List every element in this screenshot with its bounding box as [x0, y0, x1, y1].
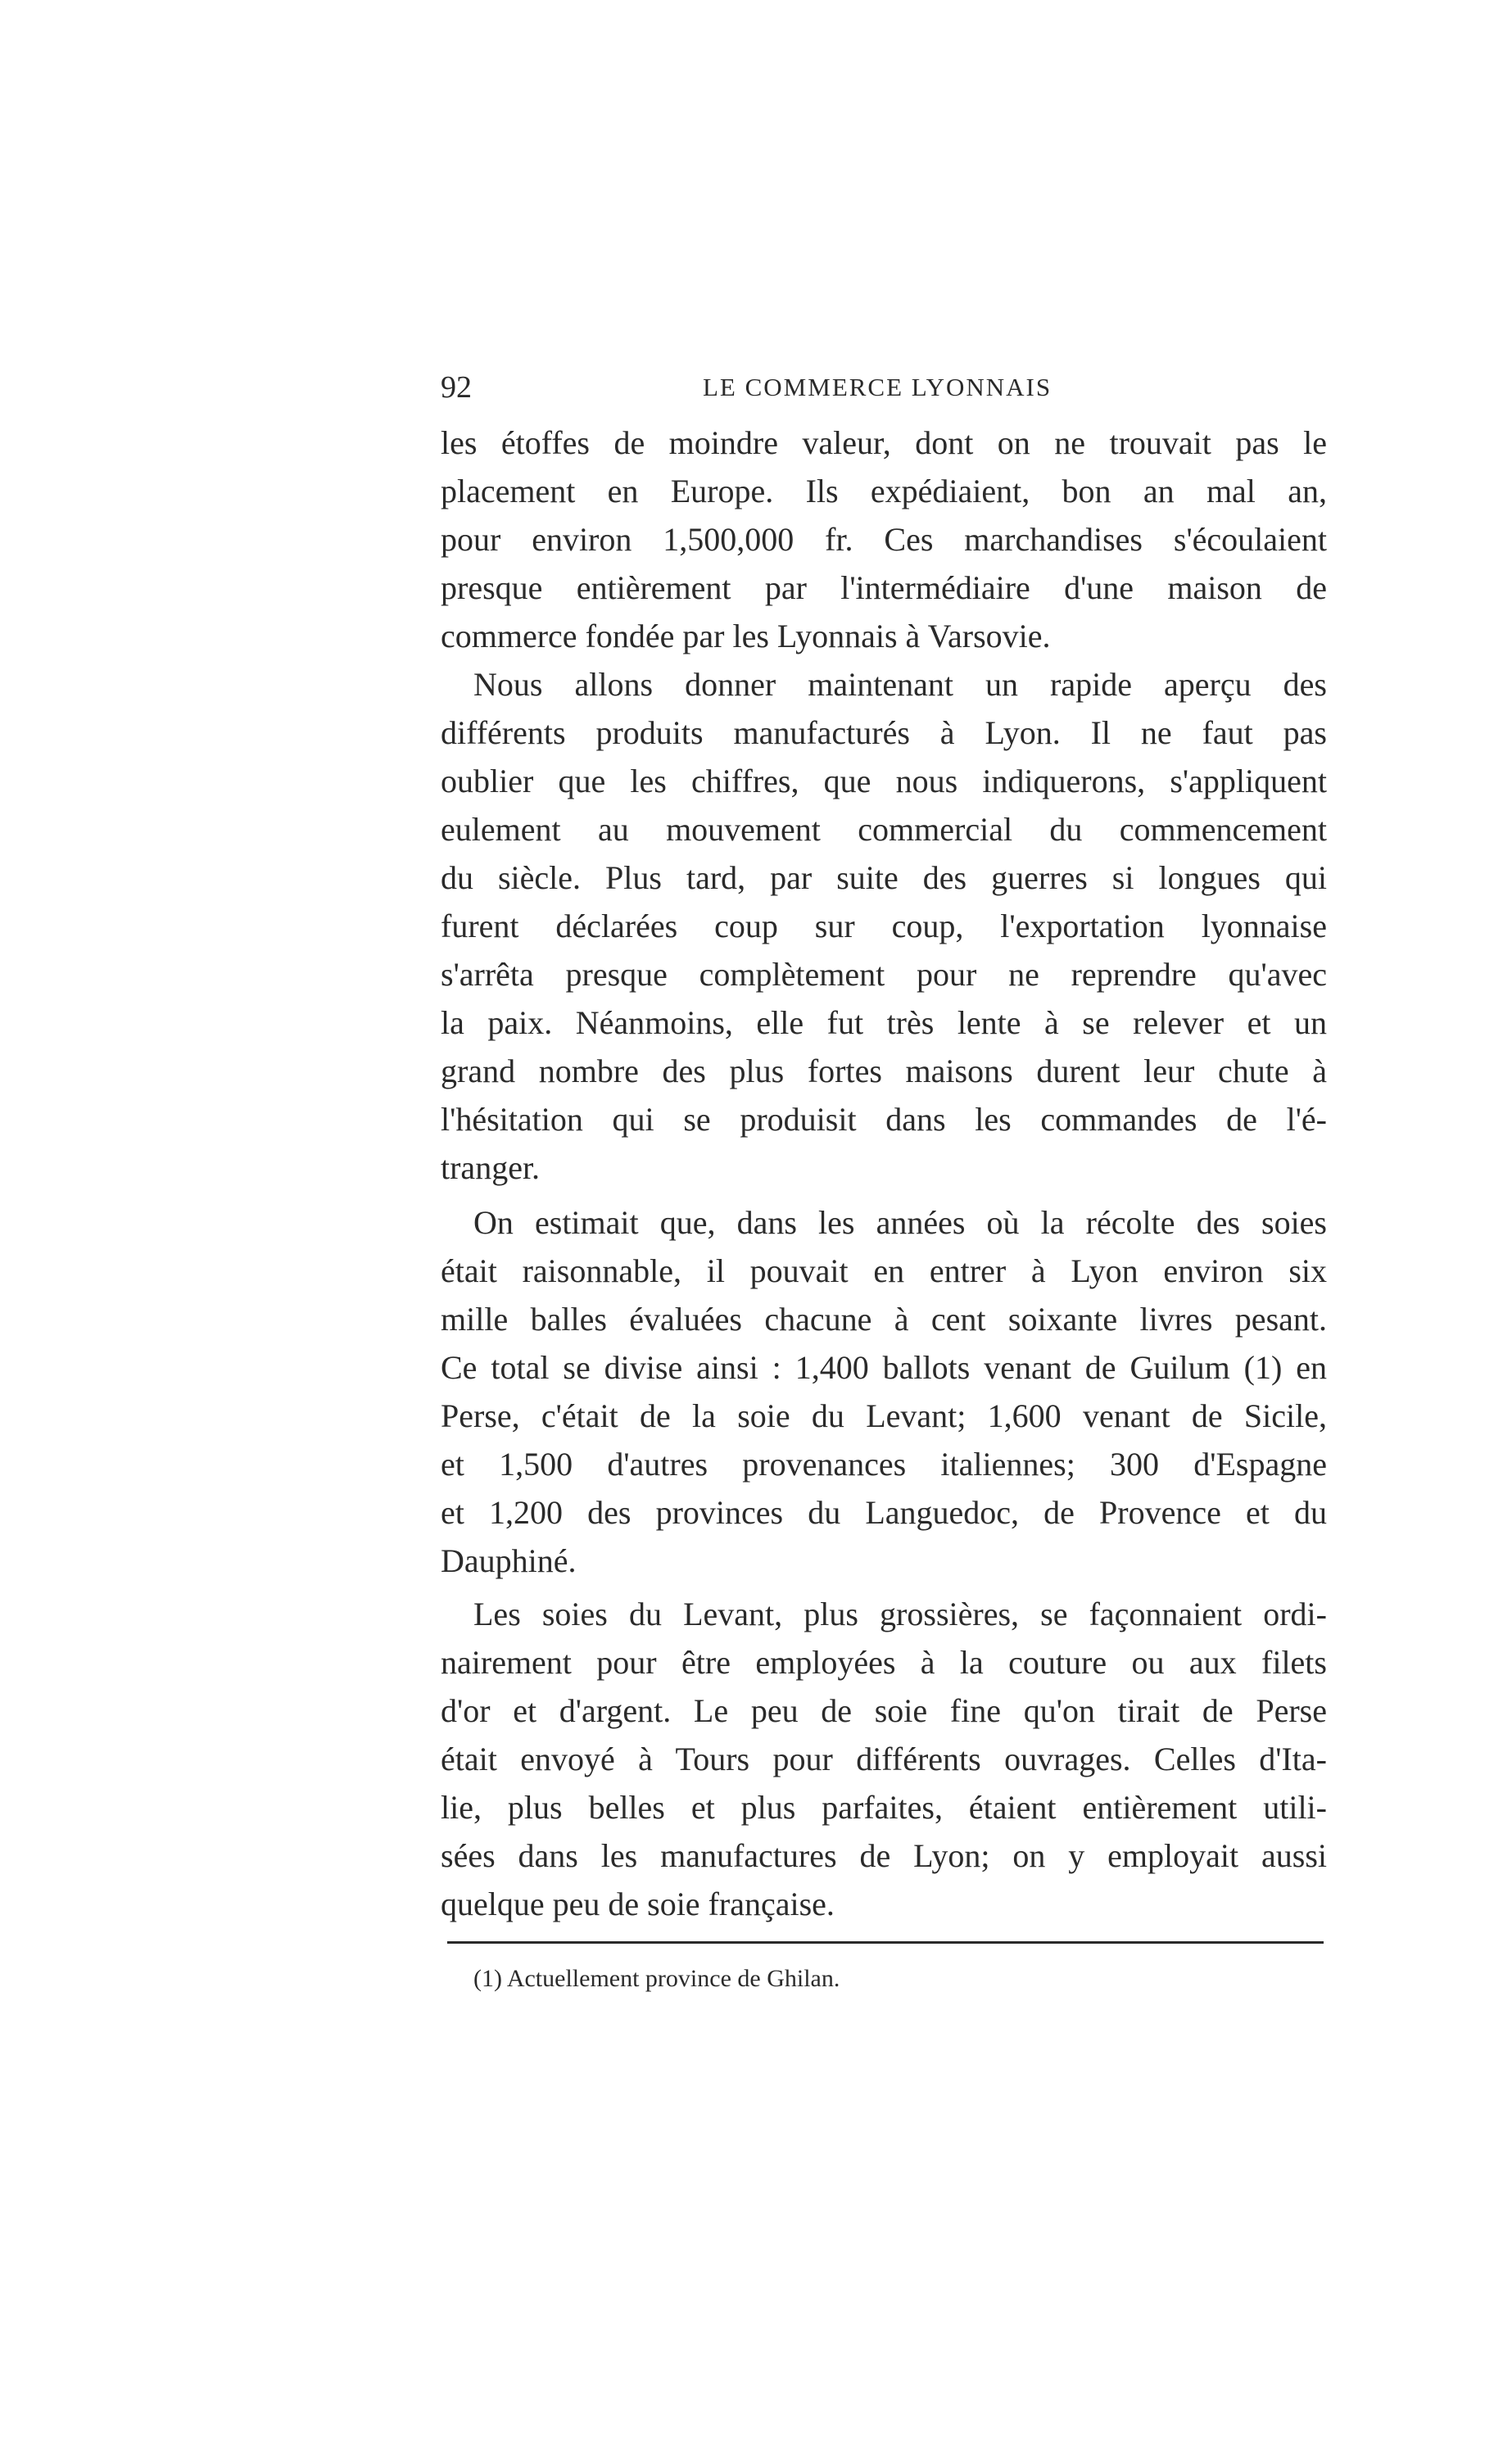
body-line: d'or et d'argent. Le peu de soie fine qu'on tirait de Perse	[441, 1692, 1327, 1729]
page-number: 92	[441, 370, 472, 405]
body-line: et 1,200 des provinces du Languedoc, de Provence et du	[441, 1494, 1327, 1531]
body-line: était raisonnable, il pouvait en entrer à Lyon environ six	[441, 1252, 1327, 1289]
body-line: On estimait que, dans les années où la récolte des soies	[473, 1204, 1327, 1241]
running-head	[441, 367, 1327, 408]
body-line: les étoffes de moindre valeur, dont on ne trouvait pas le	[441, 424, 1327, 461]
body-line: furent déclarées coup sur coup, l'exportation lyonnaise	[441, 908, 1327, 944]
body-line: la paix. Néanmoins, elle fut très lente à se relever et un	[441, 1004, 1327, 1041]
body-line: différents produits manufacturés à Lyon. Il ne faut pas	[441, 714, 1327, 751]
body-line: oublier que les chiffres, que nous indiquerons, s'appliquent	[441, 763, 1327, 799]
body-line: grand nombre des plus fortes maisons durent leur chute à	[441, 1053, 1327, 1089]
body-line: lie, plus belles et plus parfaites, étaient entièrement utili-	[441, 1789, 1327, 1826]
body-line: placement en Europe. Ils expédiaient, bon an mal an,	[441, 473, 1327, 509]
body-line: tranger.	[441, 1149, 541, 1186]
body-line: Les soies du Levant, plus grossières, se façonnaient ordi-	[473, 1596, 1327, 1632]
body-line: presque entièrement par l'intermédiaire d'une maison de	[441, 569, 1327, 606]
body-line: mille balles évaluées chacune à cent soixante livres pesant.	[441, 1301, 1327, 1338]
body-line: était envoyé à Tours pour différents ouvrages. Celles d'Ita-	[441, 1741, 1327, 1777]
body-line: Nous allons donner maintenant un rapide aperçu des	[473, 666, 1327, 703]
body-line: commerce fondée par les Lyonnais à Varsovie.	[441, 618, 1051, 654]
body-line: et 1,500 d'autres provenances italiennes; 300 d'Espagne	[441, 1446, 1327, 1483]
body-line: Ce total se divise ainsi : 1,400 ballots venant de Guilum (1) en	[441, 1349, 1327, 1386]
body-line: eulement au mouvement commercial du commencement	[441, 811, 1327, 848]
body-line: pour environ 1,500,000 fr. Ces marchandises s'écoulaient	[441, 521, 1327, 558]
body-line: nairement pour être employées à la couture ou aux filets	[441, 1644, 1327, 1681]
body-line: du siècle. Plus tard, par suite des guerres si longues qui	[441, 859, 1327, 896]
body-line: sées dans les manufactures de Lyon; on y employait aussi	[441, 1837, 1327, 1874]
body-line: Perse, c'était de la soie du Levant; 1,600 venant de Sicile,	[441, 1397, 1327, 1434]
page-header-title: LE COMMERCE LYONNAIS	[703, 373, 1053, 401]
body-line: s'arrêta presque complètement pour ne reprendre qu'avec	[441, 956, 1327, 993]
body-line: l'hésitation qui se produisit dans les commandes de l'é-	[441, 1101, 1327, 1138]
footnote-divider	[447, 1941, 1324, 1944]
body-line: Dauphiné.	[441, 1542, 577, 1579]
body-line: quelque peu de soie française.	[441, 1886, 835, 1922]
footnote: (1) Actuellement province de Ghilan.	[473, 1965, 840, 1992]
